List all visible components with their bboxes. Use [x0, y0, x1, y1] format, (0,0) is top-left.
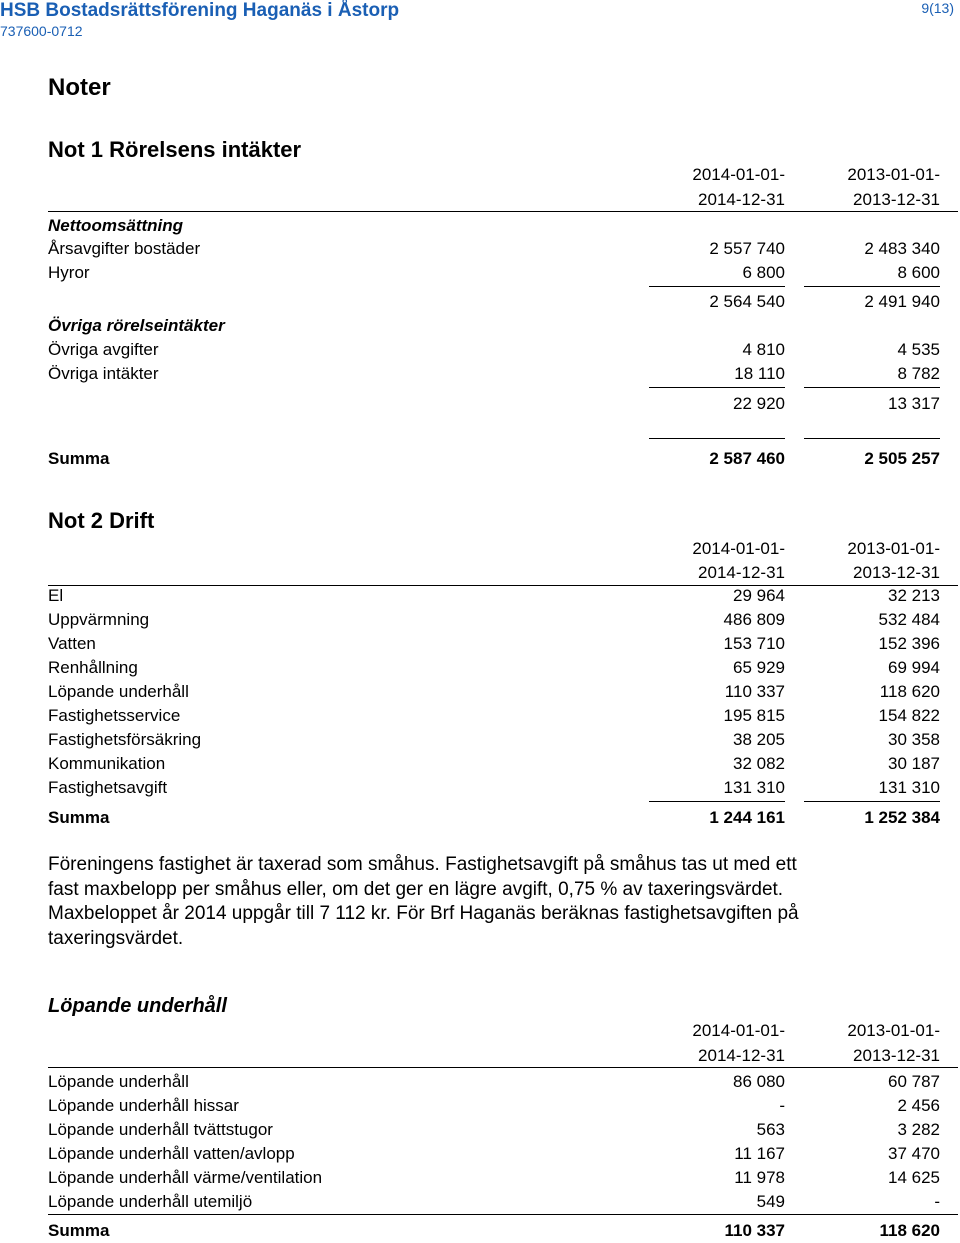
table-row	[48, 1190, 940, 1214]
property-tax-note	[48, 853, 948, 951]
sum-underline	[649, 286, 785, 287]
ovriga-heading: Övriga rörelseintäkter	[48, 316, 225, 335]
section-heading	[48, 214, 940, 238]
netto-heading: Nettoomsättning	[48, 216, 184, 235]
subtotal-previous: 2 491 940	[864, 292, 940, 311]
row-value-previous: 8 600	[897, 263, 940, 282]
row-label: Övriga avgifter	[48, 340, 159, 359]
row-value-current: 32 082	[733, 754, 785, 773]
row-value-current: -	[779, 1096, 785, 1115]
divider	[48, 211, 958, 212]
total-current: 1 244 161	[709, 808, 785, 827]
row-value-current: 563	[756, 1120, 785, 1139]
row-value-previous: 154 822	[878, 706, 940, 725]
row-label: Övriga intäkter	[48, 364, 159, 383]
row-value-previous: 4 535	[897, 340, 940, 359]
row-value-current: 2 557 740	[709, 239, 785, 258]
table-row	[48, 632, 940, 656]
period-current-end: 2014-12-31	[698, 563, 785, 582]
row-value-current: 153 710	[723, 634, 785, 653]
row-value-previous: 60 787	[888, 1072, 940, 1091]
row-value-current: 549	[756, 1192, 785, 1211]
row-value-current: 110 337	[724, 682, 785, 701]
table-row	[48, 608, 940, 632]
row-label: Fastighetsservice	[48, 706, 181, 725]
table-row	[48, 362, 940, 386]
row-label: Hyror	[48, 263, 90, 282]
maintenance-title: Löpande underhåll	[48, 995, 227, 1017]
row-label: El	[48, 586, 64, 605]
total-label: Summa	[48, 808, 110, 827]
total-current: 2 587 460	[709, 449, 785, 468]
period-previous-start: 2013-01-01-	[847, 165, 940, 184]
row-label: Löpande underhåll	[48, 682, 189, 701]
row-value-current: 86 080	[733, 1072, 785, 1091]
row-value-previous: 32 213	[888, 586, 940, 605]
row-value-current: 131 310	[723, 778, 785, 797]
row-value-current: 11 978	[734, 1168, 785, 1187]
row-label: Kommunikation	[48, 754, 166, 773]
note-line: Föreningens fastighet är taxerad som småhus. Fastighetsavgift på småhus tas ut med ett	[48, 854, 797, 875]
note1-period-header-line1	[48, 163, 940, 187]
row-value-previous: 152 396	[878, 634, 940, 653]
row-value-previous: 69 994	[888, 658, 940, 677]
table-row	[48, 680, 940, 704]
subtotal-current: 22 920	[733, 394, 785, 413]
period-current-end: 2014-12-31	[698, 190, 785, 209]
sum-underline	[804, 387, 940, 388]
row-value-previous: 532 484	[878, 610, 940, 629]
table-row	[48, 776, 940, 800]
row-value-previous: -	[934, 1192, 940, 1211]
table-row	[48, 1166, 940, 1190]
sum-underline	[649, 801, 785, 802]
sum-underline	[804, 801, 940, 802]
row-label: Löpande underhåll	[48, 1072, 189, 1091]
organization-number: 737600-0712	[0, 23, 83, 39]
row-value-current: 4 810	[742, 340, 785, 359]
row-value-current: 195 815	[723, 706, 785, 725]
row-value-current: 29 964	[733, 586, 785, 605]
row-label: Fastighetsförsäkring	[48, 730, 202, 749]
subtotal-previous: 13 317	[888, 394, 940, 413]
period-previous-end: 2013-12-31	[853, 563, 940, 582]
table-row	[48, 237, 940, 261]
note2-title: Not 2 Drift	[48, 508, 155, 533]
divider	[48, 1067, 958, 1068]
row-label: Årsavgifter bostäder	[48, 239, 201, 258]
row-value-previous: 2 483 340	[864, 239, 940, 258]
section-heading	[48, 314, 940, 338]
row-label: Löpande underhåll vatten/avlopp	[48, 1144, 295, 1163]
row-value-previous: 14 625	[888, 1168, 940, 1187]
row-value-previous: 30 358	[888, 730, 940, 749]
row-value-previous: 37 470	[888, 1144, 940, 1163]
row-label: Fastighetsavgift	[48, 778, 168, 797]
sum-underline	[804, 286, 940, 287]
table-row	[48, 728, 940, 752]
note-line: fast maxbelopp per småhus eller, om det ger en lägre avgift, 0,75 % av taxeringsvärdet.	[48, 878, 784, 900]
table-row	[48, 1118, 940, 1142]
sum-underline	[649, 438, 785, 439]
total-previous: 1 252 384	[864, 808, 940, 827]
row-label: Löpande underhåll utemiljö	[48, 1192, 253, 1211]
total-previous: 2 505 257	[864, 449, 940, 468]
total-row	[48, 806, 940, 830]
row-label: Renhållning	[48, 658, 138, 677]
table-row	[48, 752, 940, 776]
period-previous-end: 2013-12-31	[853, 1046, 940, 1065]
period-current-start: 2014-01-01-	[692, 1021, 785, 1040]
note-line: taxeringsvärdet.	[48, 927, 184, 949]
total-row	[48, 447, 940, 471]
total-previous: 118 620	[879, 1221, 940, 1240]
note2-period-header-line1	[48, 537, 940, 561]
total-row	[48, 1219, 940, 1243]
row-label: Löpande underhåll tvättstugor	[48, 1120, 273, 1139]
table-row	[48, 261, 940, 285]
note2-period-header-line2	[48, 561, 940, 585]
row-value-previous: 118 620	[879, 682, 940, 701]
row-label: Uppvärmning	[48, 610, 150, 629]
row-value-current: 11 167	[734, 1144, 785, 1163]
table-row	[48, 584, 940, 608]
subtotal-current: 2 564 540	[709, 292, 785, 311]
note1-period-header-line2	[48, 188, 940, 212]
subtotal-row	[48, 290, 940, 314]
row-value-current: 18 110	[734, 364, 785, 383]
row-value-previous: 2 456	[897, 1096, 940, 1115]
row-value-current: 486 809	[723, 610, 785, 629]
table-row	[48, 704, 940, 728]
table-row	[48, 1094, 940, 1118]
period-current-end: 2014-12-31	[698, 1046, 785, 1065]
sum-underline	[804, 438, 940, 439]
total-current: 110 337	[724, 1221, 785, 1240]
row-value-current: 65 929	[733, 658, 785, 677]
period-previous-end: 2013-12-31	[853, 190, 940, 209]
table-row	[48, 1070, 940, 1094]
page-title: Noter	[48, 74, 111, 101]
document-header-title: HSB Bostadsrättsförening Haganäs i Åstorp	[0, 0, 400, 21]
period-current-start: 2014-01-01-	[692, 165, 785, 184]
row-label: Löpande underhåll hissar	[48, 1096, 239, 1115]
note1-title: Not 1 Rörelsens intäkter	[48, 137, 302, 162]
maintenance-period-header-line1	[48, 1019, 940, 1043]
period-current-start: 2014-01-01-	[692, 539, 785, 558]
table-row	[48, 1142, 940, 1166]
row-value-current: 38 205	[733, 730, 785, 749]
table-row	[48, 656, 940, 680]
maintenance-period-header-line2	[48, 1044, 940, 1068]
table-row	[48, 338, 940, 362]
row-value-previous: 8 782	[897, 364, 940, 383]
row-value-previous: 30 187	[888, 754, 940, 773]
row-value-previous: 131 310	[878, 778, 940, 797]
row-value-current: 6 800	[742, 263, 785, 282]
total-label: Summa	[48, 1221, 110, 1240]
period-previous-start: 2013-01-01-	[847, 539, 940, 558]
period-previous-start: 2013-01-01-	[847, 1021, 940, 1040]
row-label: Löpande underhåll värme/ventilation	[48, 1168, 323, 1187]
sum-underline	[649, 387, 785, 388]
row-label: Vatten	[48, 634, 96, 653]
divider	[48, 1214, 958, 1215]
page-number: 9(13)	[921, 0, 954, 16]
total-label: Summa	[48, 449, 110, 468]
row-value-previous: 3 282	[897, 1120, 940, 1139]
note-line: Maxbeloppet år 2014 uppgår till 7 112 kr. För Brf Haganäs beräknas fastighetsavgiften på	[48, 903, 799, 924]
subtotal-row	[48, 392, 940, 416]
